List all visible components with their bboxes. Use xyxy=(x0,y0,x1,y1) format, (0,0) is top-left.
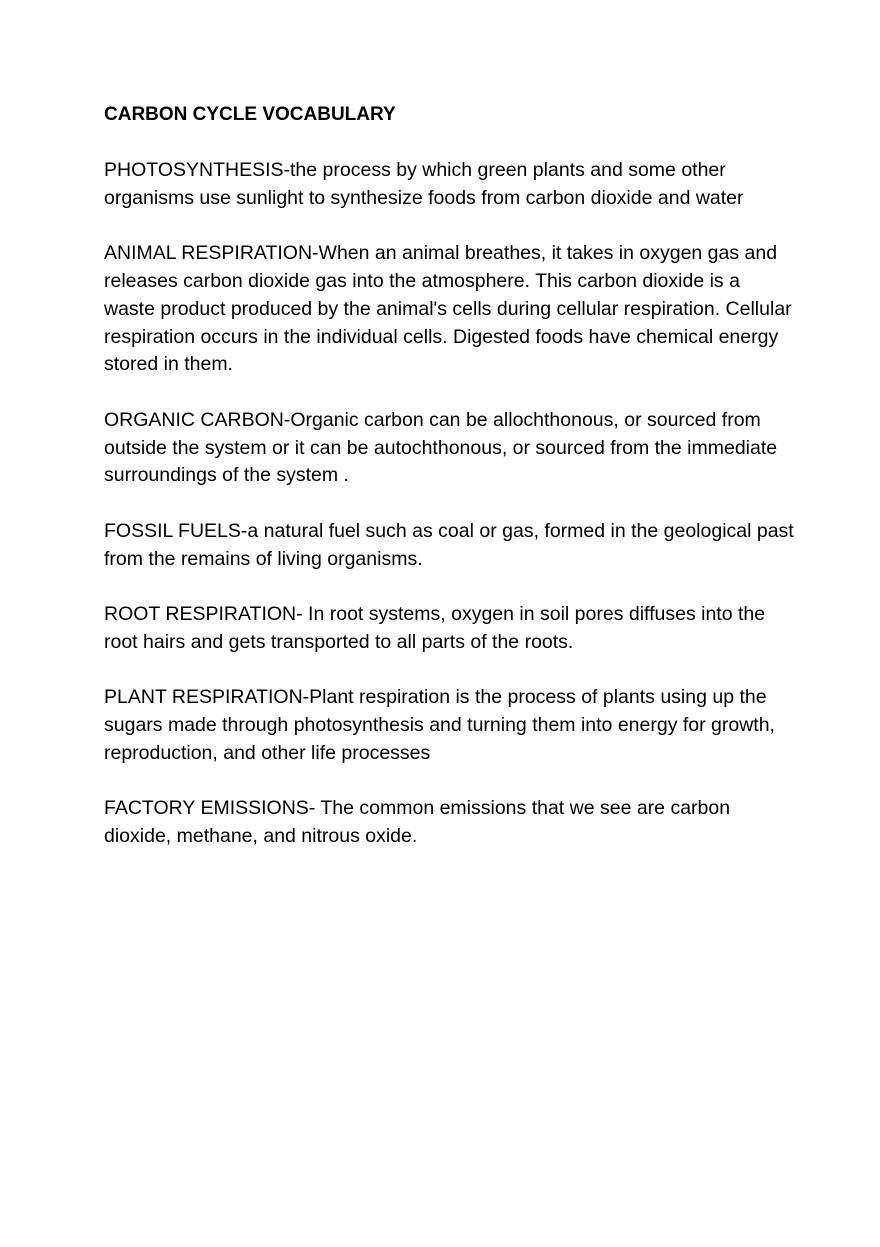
vocab-entry-photosynthesis xyxy=(104,157,794,213)
vocab-entry-fossil-fuels xyxy=(104,518,794,574)
vocab-entry-organic-carbon xyxy=(104,407,794,490)
vocab-definition: -Organic carbon can be allochthonous, or sourced from outside the system or it can be autochthonous, or sourced from the immediate surroundings of the system . xyxy=(104,408,778,487)
vocab-entry-factory-emissions xyxy=(104,795,794,851)
vocab-term: ANIMAL RESPIRATION xyxy=(104,242,313,265)
vocab-entry-animal-respiration xyxy=(104,240,794,379)
vocab-term: FACTORY EMISSIONS xyxy=(104,797,309,820)
vocab-definition: -a natural fuel such as coal or gas, formed in the geological past from the remains of living organisms. xyxy=(104,519,794,570)
vocab-term: ORGANIC CARBON xyxy=(104,408,284,431)
vocab-term: PLANT RESPIRATION xyxy=(104,686,303,709)
vocab-definition: -Plant respiration is the process of plants using up the sugars made through photosynthesis and turning them into energy for growth, reproduction, and other life processes xyxy=(104,686,775,764)
vocab-entry-plant-respiration xyxy=(104,684,794,767)
vocab-term: FOSSIL FUELS xyxy=(104,519,241,542)
vocab-definition: -the process by which green plants and some other organisms use sunlight to synthesize foods from carbon dioxide and water xyxy=(104,159,744,209)
vocab-definition: - In root systems, oxygen in soil pores diffuses into the root hairs and gets transported to all parts of the roots. xyxy=(104,602,766,653)
vocab-term: PHOTOSYNTHESIS xyxy=(104,159,284,181)
vocab-entry-root-respiration xyxy=(104,601,794,657)
vocab-term: ROOT RESPIRATION xyxy=(104,602,297,625)
vocab-definition: -When an animal breathes, it takes in oxygen gas and releases carbon dioxide gas into the atmosphere. This carbon dioxide is a waste product produced by the animal's cells during cellular respiration. Cellular respiration occurs in the individual cells. Digested foods have chemical energy stored in them. xyxy=(104,242,792,376)
vocab-definition: - The common emissions that we see are carbon dioxide, methane, and nitrous oxide. xyxy=(104,797,731,847)
document-title: CARBON CYCLE VOCABULARY xyxy=(104,104,396,125)
document-page xyxy=(104,101,794,878)
